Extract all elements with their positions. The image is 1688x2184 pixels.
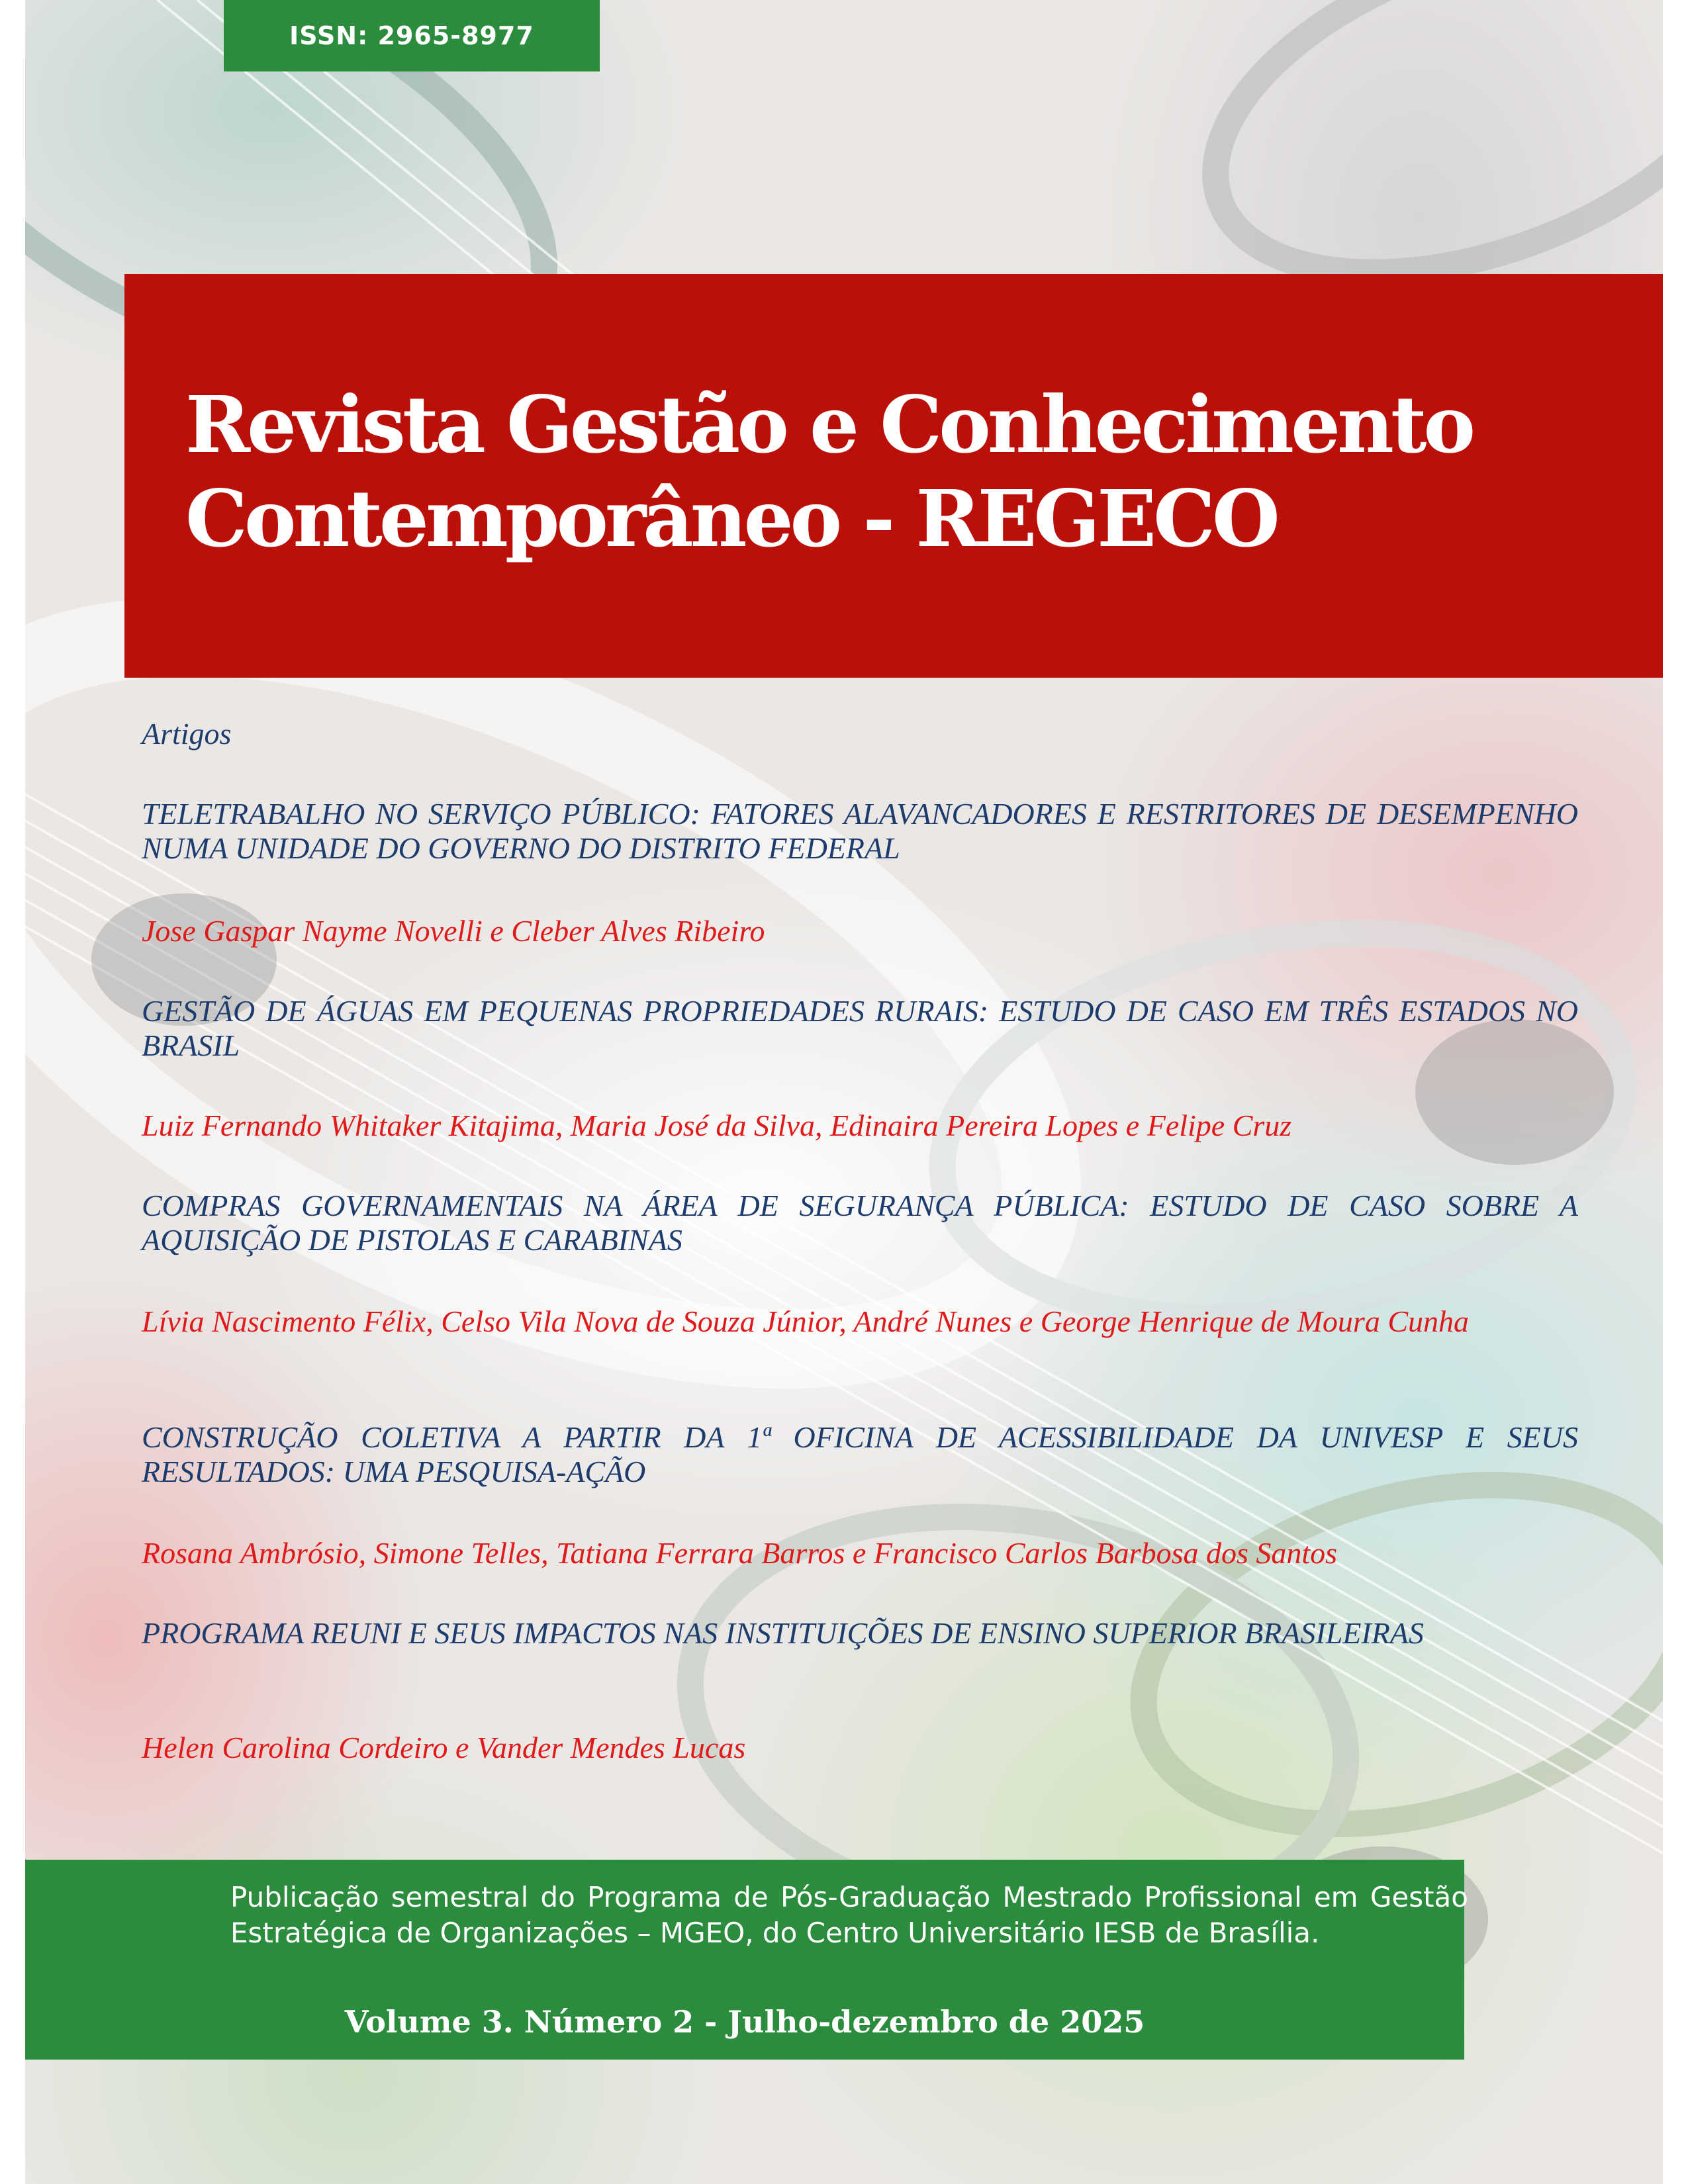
article-title: CONSTRUÇÃO COLETIVA A PARTIR DA 1ª OFICINA DE ACESSIBILIDADE DA UNIVESP E SEUS RESULTADOS: UMA PESQUISA-AÇÃO xyxy=(142,1420,1578,1488)
article-title: TELETRABALHO NO SERVIÇO PÚBLICO: FATORES ALAVANCADORES E RESTRITORES DE DESEMPENHO NUMA UNIDADE DO GOVERNO DO DISTRITO FEDERAL xyxy=(142,797,1578,865)
article-authors: Helen Carolina Cordeiro e Vander Mendes Lucas xyxy=(142,1731,746,1764)
article-title: GESTÃO DE ÁGUAS EM PEQUENAS PROPRIEDADES RURAIS: ESTUDO DE CASO EM TRÊS ESTADOS NO BRASIL xyxy=(142,994,1578,1062)
article-title: PROGRAMA REUNI E SEUS IMPACTOS NAS INSTITUIÇÕES DE ENSINO SUPERIOR BRASILEIRAS xyxy=(142,1616,1424,1650)
publication-description: Publicação semestral do Programa de Pós-Graduação Mestrado Profissional em Gestão Estratégica de Organizações – MGEO, do Centro Universitário IESB de Brasília. xyxy=(230,1881,1468,1949)
article-authors: Jose Gaspar Nayme Novelli e Cleber Alves Ribeiro xyxy=(142,914,765,948)
journal-title-line-2: Contemporâneo - REGECO xyxy=(185,473,1277,565)
article-authors: Lívia Nascimento Félix, Celso Vila Nova de Souza Júnior, André Nunes e George Henrique de Moura Cunha xyxy=(142,1304,1469,1338)
journal-title-line-1: Revista Gestão e Conhecimento xyxy=(185,379,1473,471)
article-authors: Luiz Fernando Whitaker Kitajima, Maria José da Silva, Edinaira Pereira Lopes e Felipe Cruz xyxy=(142,1109,1292,1142)
section-label: Artigos xyxy=(142,717,232,751)
article-authors: Rosana Ambrósio, Simone Telles, Tatiana Ferrara Barros e Francisco Carlos Barbosa dos Santos xyxy=(142,1536,1338,1570)
publication-footer xyxy=(25,1860,1468,2060)
issn-badge: ISSN: 2965-8977 xyxy=(224,0,600,71)
volume-issue: Volume 3. Número 2 - Julho-dezembro de 2025 xyxy=(344,2004,1145,2040)
article-title: COMPRAS GOVERNAMENTAIS NA ÁREA DE SEGURANÇA PÚBLICA: ESTUDO DE CASO SOBRE A AQUISIÇÃO DE PISTOLAS E CARABINAS xyxy=(142,1189,1578,1257)
journal-title-block xyxy=(124,274,1663,678)
